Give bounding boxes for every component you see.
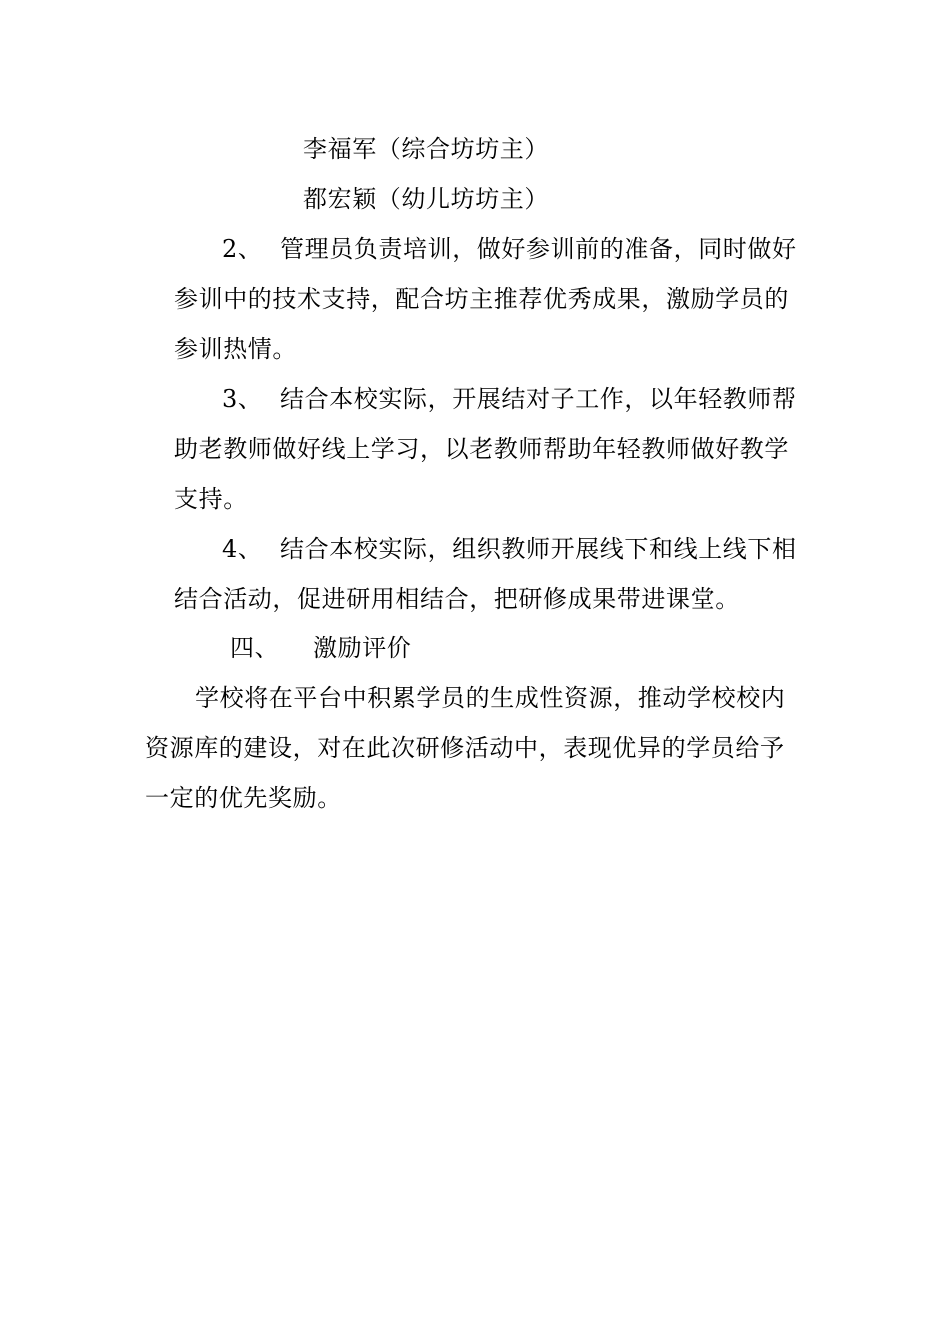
owner-line: 李福军（综合坊坊主）: [303, 135, 549, 163]
list-item-text: 结合本校实际，开展结对子工作，以年轻教师帮: [280, 385, 797, 413]
list-item-number: 3、: [222, 385, 263, 413]
owner-line: 都宏颖（幼儿坊坊主）: [303, 185, 549, 213]
paragraph-line: 学校将在平台中积累学员的生成性资源，推动学校校内: [195, 684, 786, 712]
list-item-text: 管理员负责培训，做好参训前的准备，同时做好: [280, 235, 797, 263]
list-item-text: 支持。: [174, 485, 248, 513]
list-item-text: 助老教师做好线上学习，以老教师帮助年轻教师做好教学: [174, 435, 789, 463]
section-title: 激励评价: [313, 634, 412, 662]
list-item-text: 结合活动，促进研用相结合，把研修成果带进课堂。: [174, 585, 740, 613]
list-item-number: 2、: [222, 235, 263, 263]
paragraph-line: 资源库的建设，对在此次研修活动中，表现优异的学员给予: [145, 734, 785, 762]
list-item-text: 参训热情。: [174, 335, 297, 363]
paragraph-line: 一定的优先奖励。: [145, 784, 342, 812]
list-item-text: 结合本校实际，组织教师开展线下和线上线下相: [280, 535, 797, 563]
list-item-text: 参训中的技术支持，配合坊主推荐优秀成果，激励学员的: [174, 285, 789, 313]
list-item-number: 4、: [222, 535, 263, 563]
section-number: 四、: [230, 634, 280, 662]
